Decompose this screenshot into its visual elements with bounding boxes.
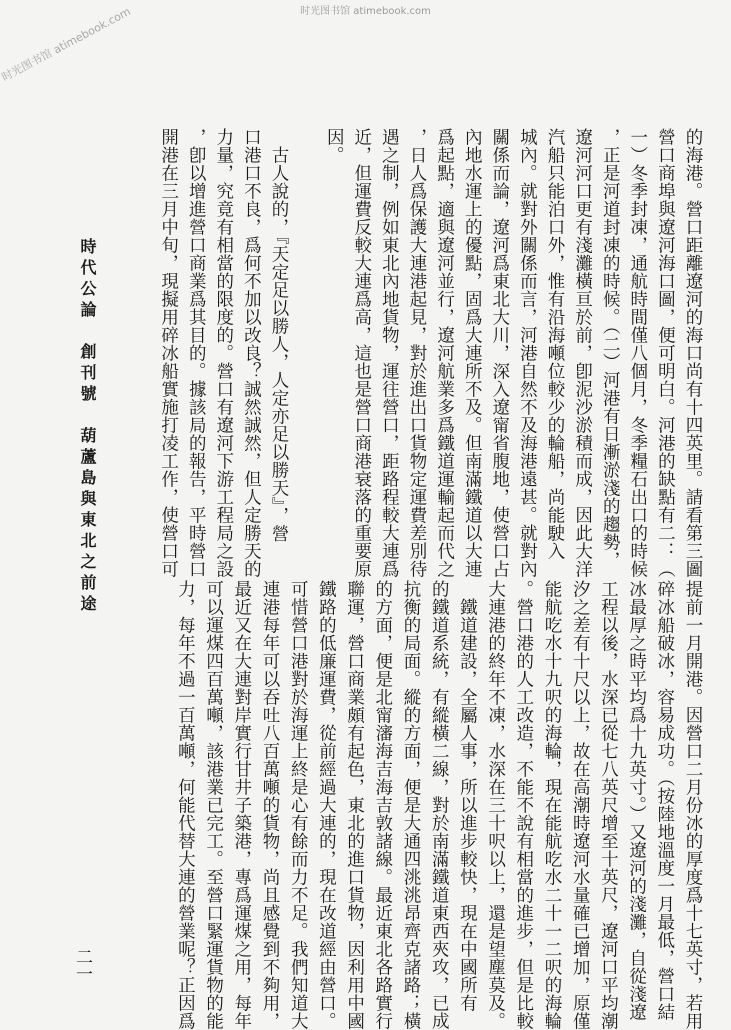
text-column: 開港在三月中旬，現擬用碎冰船實施打凌工作，使營口可 bbox=[158, 128, 179, 578]
watermark-diagonal: 时光图书馆 atimebook.com bbox=[0, 4, 133, 84]
text-column: 鐵道建設，全屬人事，所以進步較快，現在中國所有 bbox=[457, 580, 478, 1012]
text-column: 古人說的，『天定足以勝人，人定亦足以勝天』，營 bbox=[269, 128, 289, 543]
text-column: 汽船只能泊口外，惟有沿海噸位較少的輪船，尚能駛入 bbox=[545, 128, 565, 560]
text-column: 內地水運上的優點，固爲大連所不及。但南滿鐵道以大連 bbox=[462, 128, 483, 578]
text-column: 力，每年不過一百萬噸，何能代替大連的營業呢？正因爲 bbox=[175, 580, 196, 1030]
text-column: 聯運，營口商業頗有起色，東北的進口貨物，因利用中國 bbox=[344, 580, 365, 1030]
text-column: 冰最厚之時平均爲十九英寸。）又遼河的淺灘，自從淺遼 bbox=[626, 580, 647, 1022]
text-column: 近，但運費反較大連爲高，這也是營口商港衰落的重要原 bbox=[351, 128, 372, 578]
text-column: 城內。就對外關係而言，河港自然不及海港遠甚。就對內 bbox=[517, 128, 538, 578]
text-column: 的鐵道系統，有縱橫二線，對於南滿鐵道東西夾攻，已成 bbox=[429, 580, 450, 1030]
text-column: 連港每年可以吞吐八百萬噸的貨物，尚且感覺到不夠用， bbox=[260, 580, 280, 1030]
text-column: ，卽以增進營口商業爲其目的。據該局的報告，平時營口 bbox=[186, 128, 207, 578]
text-column: 鐵路的低廉運費，從前經過大連的，現在改道經由營口。 bbox=[316, 580, 337, 1030]
text-column: 抗衡的局面。縱的方面，便是大通四洮洮昂齊克諸路；橫 bbox=[401, 580, 421, 1030]
text-column: 的海港。營口距離遼河的海口尚有十四英里。請看第三圖 bbox=[683, 128, 703, 578]
text-column: 爲起點，適與遼河並行，遼河航業多爲鐵道運輸起而代之 bbox=[434, 128, 455, 578]
running-header: 時代公論 創刊號 葫蘆島與東北之前途 bbox=[78, 238, 97, 616]
text-column: 。營口港的人工改造，不能不說有相當的進步，但是比較 bbox=[513, 580, 534, 1030]
text-column: 遇之制，例如東北內地貨物，運往營口，距路程較大連爲 bbox=[379, 128, 400, 578]
text-column: ，日人爲保護大連港起見，對於進出口貨物定運費差別待 bbox=[407, 128, 427, 578]
text-column: 的方面，便是北甯瀋海吉海吉敦諸線。最近東北各路實行 bbox=[372, 580, 393, 1030]
text-column: 可以運煤四百萬噸，該港業已完工。至營口緊運貨物的能 bbox=[203, 580, 224, 1030]
text-column: 提前一月開港。因營口二月份冰的厚度爲十七英寸，若用 bbox=[683, 580, 703, 1030]
text-column: 口港口不良，爲何不加以改良？誠然誠然，但人定勝天的 bbox=[241, 128, 262, 578]
text-column: 工程以後，水深已從七八英尺增至十英尺，遼河口平均潮 bbox=[598, 580, 619, 1030]
text-column: 汐之差有十尺以上，故在高潮時遼河水量確已增加，原僅 bbox=[570, 580, 591, 1030]
text-column: 一）冬季封凍，通航時間僅八個月，冬季糧石出口的時候 bbox=[627, 128, 648, 578]
text-column: 力量，究竟有相當的限度的。營口有遼河下游工程局之設 bbox=[213, 128, 234, 578]
text-column: 遼河河口更有淺灘橫亘於前，卽泥沙淤積而成，因此大洋 bbox=[572, 128, 593, 578]
watermark-top[interactable]: 时光图书馆 atimebook.com bbox=[300, 6, 431, 17]
text-column: 碎冰船破冰，容易成功。（按陸地溫度一月最低，營口結 bbox=[654, 580, 675, 1022]
text-column: ，正是河道封凍的時候。（二）河港有日漸淤淺的趨勢， bbox=[600, 128, 621, 570]
page-number: 二一 bbox=[72, 948, 92, 982]
text-column: 最近又在大連對岸實行甘井子築港，專爲運煤之用，每年 bbox=[231, 580, 252, 1030]
text-column: 能航吃水十九呎的海輪，現在能航吃水二十一二呎的海輪 bbox=[542, 580, 562, 1030]
text-column: 大連港的終年不凍，水深在三十呎以上，還是望塵莫及。 bbox=[485, 580, 506, 1030]
text-column: 因。 bbox=[324, 128, 345, 164]
text-column: 營口商埠與遼河海口圖，便可明白。河港的缺點有二：（ bbox=[655, 128, 676, 578]
text-column: 關係而論，遼河爲東北大川，深入遼甯省腹地，使營口占 bbox=[489, 128, 510, 578]
text-column: 可惜營口港對於海運上終是心有餘而力不足。我們知道大 bbox=[288, 580, 309, 1030]
